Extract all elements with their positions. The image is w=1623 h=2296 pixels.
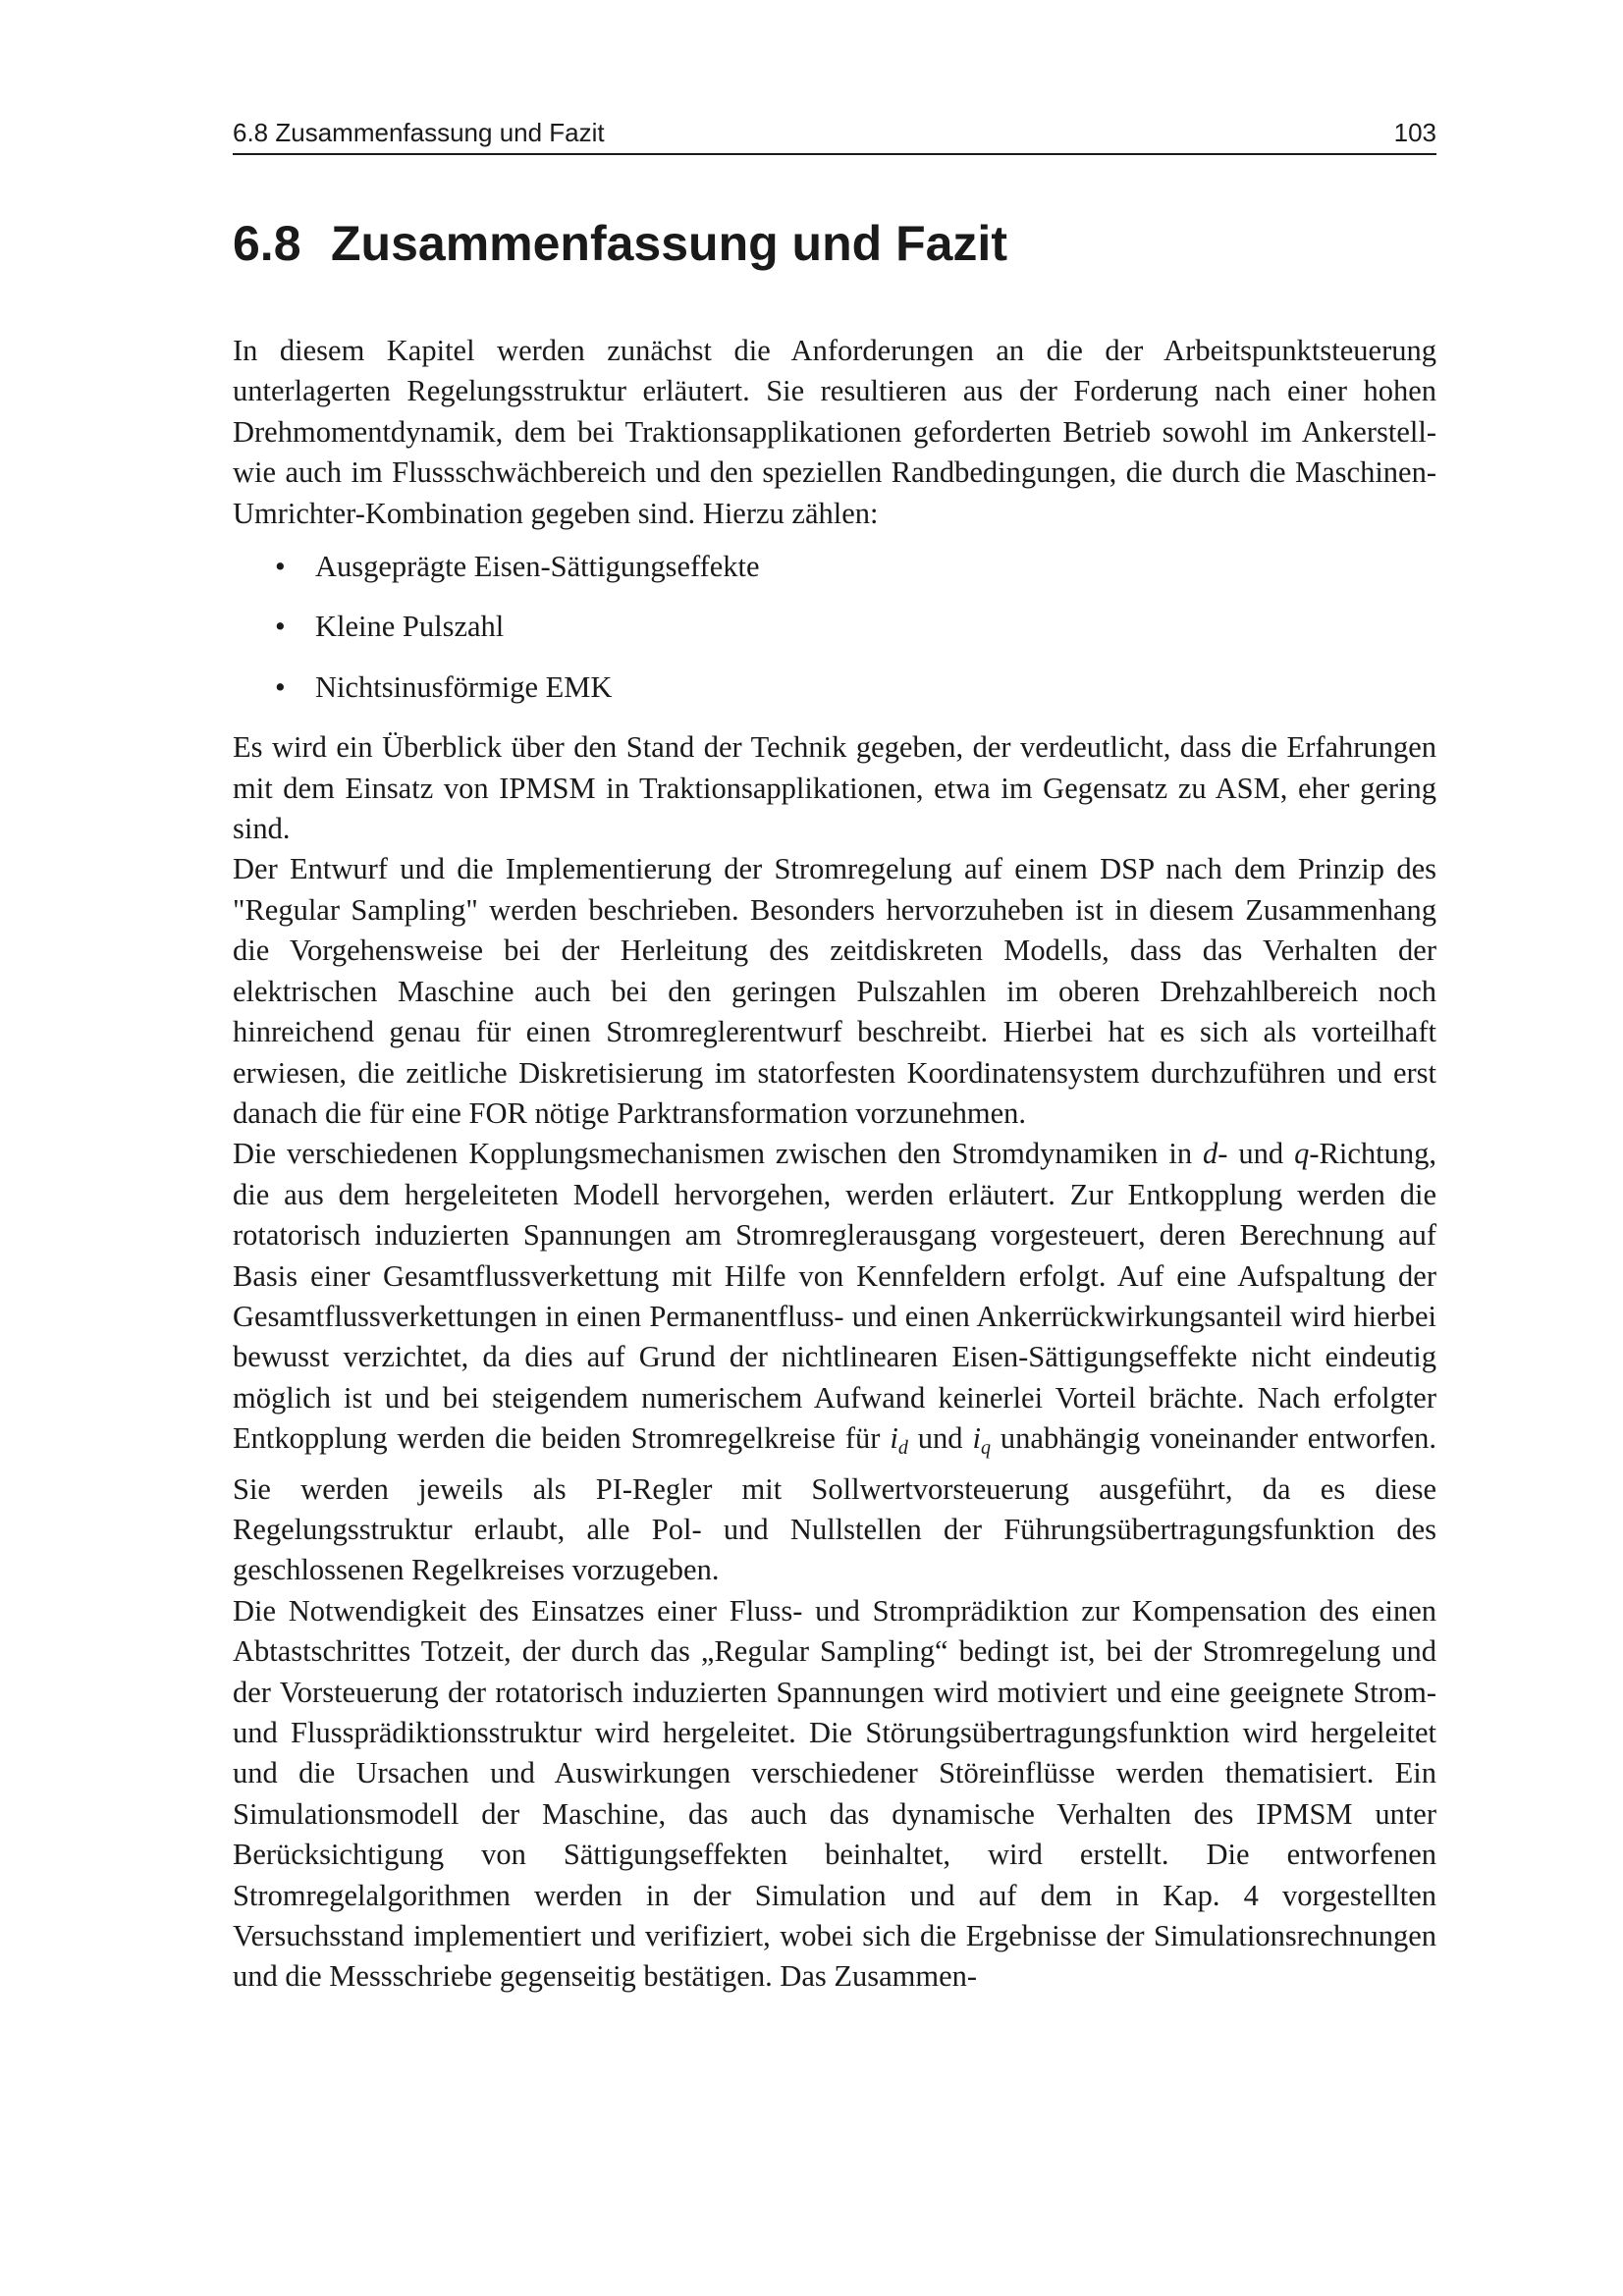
running-head-title: 6.8 Zusammenfassung und Fazit [233,118,605,147]
variable-i: i [972,1421,981,1456]
subscript-d: d [897,1437,908,1460]
paragraph-prediction: Die Notwendigkeit des Einsatzes einer Fluss- und Stromprädiktion zur Kompensation des einen Abtastschrittes Totzeit, der durch das „Regular Sampling“ bedingt ist, bei der Stromregelung und der Vorsteuerung der rotatorisch induzierten Spannungen wird motiviert und eine geeignete Strom- und Flussprädiktionsstruktur wird hergeleitet. Die Störungsübertragungsfunktion wird hergeleitet und die Ursachen und Auswirkungen verschiedener Störeinflüsse werden thematisiert. Ein Simulationsmodell der Maschine, das auch das dynamische Verhalten des IPMSM unter Berücksichtigung von Sättigungseffekten beinhaltet, wird erstellt. Die entworfenen Stromregelalgorithmen werden in der Simulation und auf dem in Kap. 4 vorgestellten Versuchsstand implementiert und verifiziert, wobei sich die Ergebnisse der Simulationsrechnungen und die Messschriebe gegenseitig bestätigen. Das Zusammen- [233,1593,1436,1994]
paragraph-intro: In diesem Kapitel werden zunächst die Anforderungen an die der Arbeitspunktsteuerung unterlagerten Regelungsstruktur erläutert. Sie resultieren aus der Forderung nach einer hohen Drehmomentdynamik, dem bei Traktionsapplikationen geforderten Betrieb sowohl im Ankerstell- wie auch im Flussschwächbereich und den speziellen Randbedingungen, die durch die Maschinen-Umrichter-Kombination gegeben sind. Hierzu zählen: [233,334,1436,530]
running-head [233,114,1436,155]
paragraph-design: Der Entwurf und die Implementierung der Stromregelung auf einem DSP nach dem Prinzip des "Regular Sampling" werden beschrieben. Besonders hervorzuheben ist in diesem Zusammenhang die Vorgehensweise bei der Herleitung des zeitdiskreten Modells, dass das Verhalten der elektrischen Maschine auch bei den geringen Pulszahlen im oberen Drehzahlbereich noch hinreichend genau für einen Stromreglerentwurf beschreibt. Hierbei hat es sich als vorteilhaft erwiesen, die zeitliche Diskretisierung im statorfesten Koordinatensystem durchzuführen und erst danach die für eine FOR nötige Parktransformation vorzunehmen. [233,852,1436,1130]
bullet-list [233,547,1436,708]
variable-d: d [1203,1137,1218,1171]
variable-i: i [890,1421,898,1456]
coupling-text-c: -Richtung, die aus dem hergeleiteten Modell hervorgehen, werden erläutert. Zur Entkopplung werden die rotatorisch induzierten Spannungen am Stromreglerausgang vorgesteuert, deren Berechnung auf Basis einer Gesamtflussverkettung mit Hilfe von Kennfeldern erfolgt. Auf eine Aufspaltung der Gesamtflussverkettungen in einen Permanentfluss- und einen Ankerrückwirkungsanteil wird hierbei bewusst verzichtet, da dies auf Grund der nichtlinearen Eisen-Sättigungseffekte nicht eindeutig möglich ist und bei steigendem numerischem Aufwand keinerlei Vorteil brächte. Nach erfolgter Entkopplung werden die beiden Stromregelkreise für [233,1137,1436,1456]
coupling-text-a: Die verschiedenen Kopplungsmechanismen zwischen den Stromdynamiken in [233,1137,1193,1171]
variable-i-q [972,1421,991,1460]
section-heading [233,214,1007,273]
paragraph-coupling [233,1134,1436,1590]
list-item-text: Ausgeprägte Eisen-Sättigungseffekte [315,550,760,584]
subscript-q: q [980,1437,991,1460]
coupling-text-d: unabhängig voneinander entworfen. Sie werden jeweils als PI-Regler mit Sollwertvorsteuerung ausgeführt, da es diese Regelungsstruktur erlaubt, alle Pol- und Nullstellen der Führungsübertragungsfunktion des geschlossenen Regelkreises vorzugeben. [233,1421,1437,1587]
coupling-und: und [917,1421,963,1456]
coupling-text-b: - und [1217,1137,1284,1171]
page-number: 103 [1393,118,1436,147]
variable-q: q [1294,1137,1310,1171]
section-title: Zusammenfassung und Fazit [331,216,1007,271]
list-item [233,547,1436,587]
paragraph-overview: Es wird ein Überblick über den Stand der Technik gegeben, der verdeutlicht, dass die Erfahrungen mit dem Einsatz von IPMSM in Traktionsapplikationen, etwa im Gegensatz zu ASM, eher gering sind. [233,730,1436,846]
bullet-icon: • [275,669,286,704]
variable-i-d [890,1421,908,1460]
bullet-icon: • [275,610,286,644]
list-item [233,607,1436,647]
section-number: 6.8 [233,216,301,271]
body-text [233,331,1436,1998]
list-item [233,667,1436,708]
list-item-text: Kleine Pulszahl [315,610,505,644]
bullet-icon: • [275,550,286,584]
list-item-text: Nichtsinusförmige EMK [315,669,613,704]
